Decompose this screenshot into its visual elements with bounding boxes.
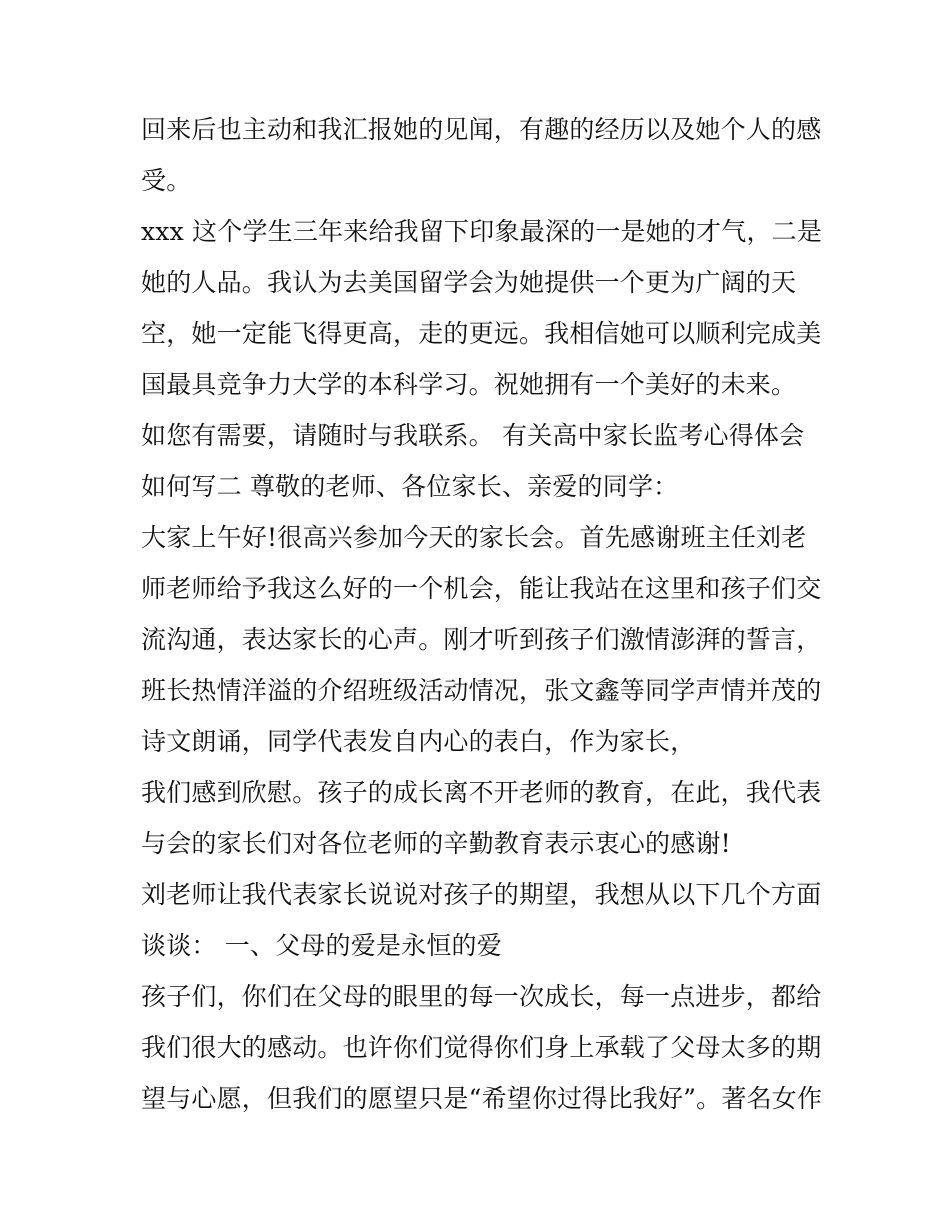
text-line: 望与心愿，但我们的愿望只是“希望你过得比我好”。著名女作 — [141, 1084, 823, 1113]
text-line: 国最具竞争力大学的本科学习。祝她拥有一个美好的未来。 — [141, 370, 797, 399]
text-line: 如您有需要，请随时与我联系。 有关高中家长监考心得体会 — [141, 421, 805, 450]
text-line: 诗文朗诵，同学代表发自内心的表白，作为家长， — [141, 727, 696, 756]
text-line: 孩子们，你们在父母的眼里的每一次成长，每一点进步，都给 — [141, 982, 822, 1011]
text-line: 回来后也主动和我汇报她的见闻，有趣的经历以及她个人的感 — [141, 115, 822, 144]
text-line: 班长热情洋溢的介绍班级活动情况，张文鑫等同学声情并茂的 — [141, 676, 822, 705]
text-line: 我们感到欣慰。孩子的成长离不开老师的教育，在此，我代表 — [141, 778, 822, 807]
text-line: 大家上午好!很高兴参加今天的家长会。首先感谢班主任刘老 — [141, 523, 807, 552]
text-line: xxx 这个学生三年来给我留下印象最深的一是她的才气，二是 — [141, 217, 823, 246]
document-body — [141, 104, 821, 1124]
text-line: 我们很大的感动。也许你们觉得你们身上承载了父母太多的期 — [141, 1033, 822, 1062]
text-line: 流沟通，表达家长的心声。刚才听到孩子们激情澎湃的誓言， — [141, 625, 822, 654]
text-line: 空，她一定能飞得更高，走的更远。我相信她可以顺利完成美 — [141, 319, 822, 348]
text-line: 她的人品。我认为去美国留学会为她提供一个更为广阔的天 — [141, 268, 797, 297]
text-line: 师老师给予我这么好的一个机会，能让我站在这里和孩子们交 — [141, 574, 822, 603]
text-line: 受。 — [141, 166, 192, 195]
text-line: 刘老师让我代表家长说说对孩子的期望，我想从以下几个方面 — [141, 880, 822, 909]
text-line: 如何写二 尊敬的老师、各位家长、亲爱的同学： — [141, 472, 679, 501]
text-line: 与会的家长们对各位老师的辛勤教育表示衷心的感谢! — [141, 829, 731, 858]
text-line: 谈谈： 一、父母的爱是永恒的爱 — [141, 931, 502, 960]
